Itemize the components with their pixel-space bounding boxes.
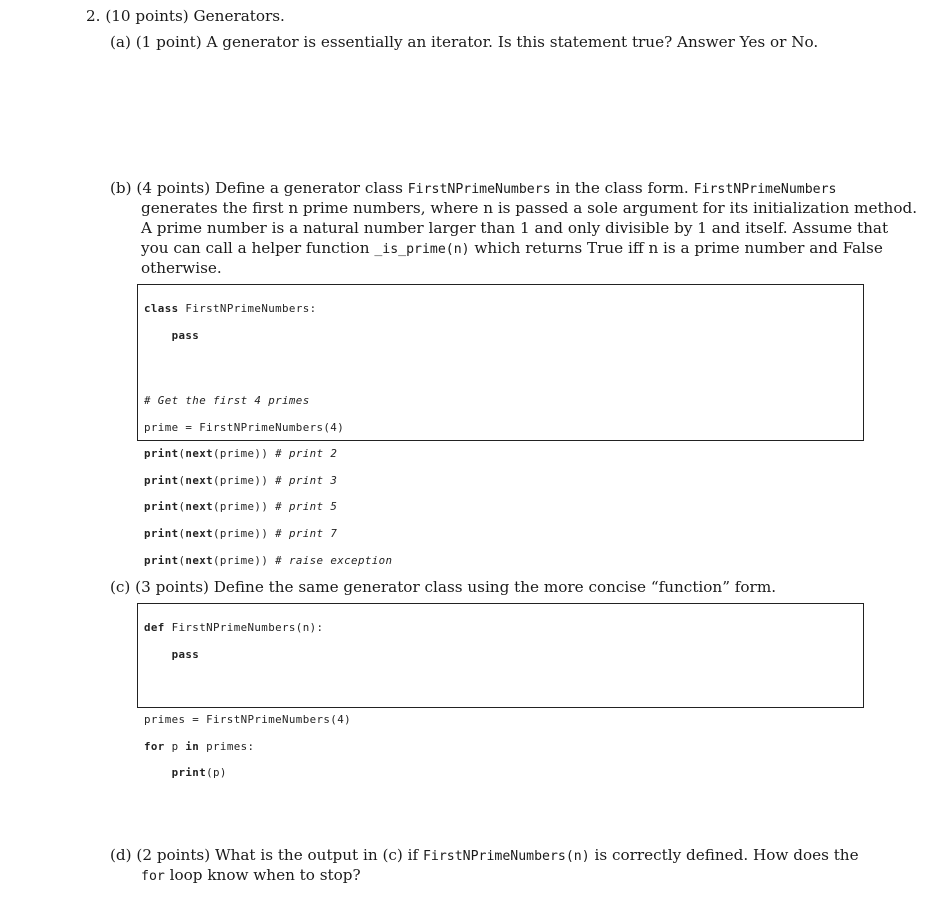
part-b-line4-post: which returns True iff n is a prime number and False	[469, 239, 883, 257]
helper-function-code: _is_prime(n)	[374, 242, 470, 257]
question-title: 2. (10 points) Generators.	[86, 7, 285, 25]
part-c-text: (c) (3 points) Define the same generator class using the more concise “function” form.	[110, 578, 777, 596]
part-b-line3: A prime number is a natural number larger than 1 and only divisible by 1 and itself. Assume that	[141, 219, 889, 237]
code-line: # Get the first 4 primes	[144, 394, 310, 408]
part-d-line2-post: loop know when to stop?	[164, 866, 361, 884]
code-line: pass	[171, 328, 200, 342]
for-keyword-code: for	[141, 869, 165, 884]
class-name-code-2: FirstNPrimeNumbers	[693, 182, 837, 197]
code-line: prime = FirstNPrimeNumbers(4)	[144, 420, 345, 434]
part-b-line5: otherwise.	[141, 259, 222, 277]
code-line: def FirstNPrimeNumbers(n):	[144, 621, 324, 635]
part-a-text: (a) (1 point) A generator is essentially an iterator. Is this statement true? Answer Yes or No.	[110, 33, 819, 51]
part-b-line1-pre: (b) (4 points) Define a generator class	[110, 179, 408, 197]
part-b-line4	[141, 238, 883, 260]
function-call-code: FirstNPrimeNumbers(n)	[422, 849, 590, 864]
code-line	[144, 674, 351, 687]
class-name-code: FirstNPrimeNumbers	[407, 182, 551, 197]
code-line: print(p)	[171, 766, 227, 780]
code-line: for p in primes:	[144, 739, 255, 753]
code-line: pass	[171, 647, 200, 661]
part-d-line2	[141, 865, 361, 887]
code-line: print(next(prime)) # print 3	[144, 473, 338, 487]
part-c-code	[144, 608, 351, 793]
part-b-code	[144, 289, 392, 580]
code-line: print(next(prime)) # raise exception	[144, 553, 393, 567]
part-b-line4-pre: you can call a helper function	[141, 239, 375, 257]
part-d-line1-post: is correctly defined. How does the	[589, 846, 859, 864]
part-b-line1	[110, 178, 836, 200]
part-b-line1-mid: in the class form.	[550, 179, 694, 197]
part-d-line1	[110, 845, 859, 867]
part-d-line1-pre: (d) (2 points) What is the output in (c) if	[110, 846, 423, 864]
part-b-line2: generates the first n prime numbers, where n is passed a sole argument for its initialization method.	[141, 199, 918, 217]
code-line: print(next(prime)) # print 2	[144, 447, 338, 461]
code-line: class FirstNPrimeNumbers:	[144, 302, 317, 316]
code-line: print(next(prime)) # print 5	[144, 500, 338, 514]
code-line: print(next(prime)) # print 7	[144, 527, 338, 541]
code-line: primes = FirstNPrimeNumbers(4)	[144, 713, 352, 727]
code-line	[144, 355, 392, 368]
